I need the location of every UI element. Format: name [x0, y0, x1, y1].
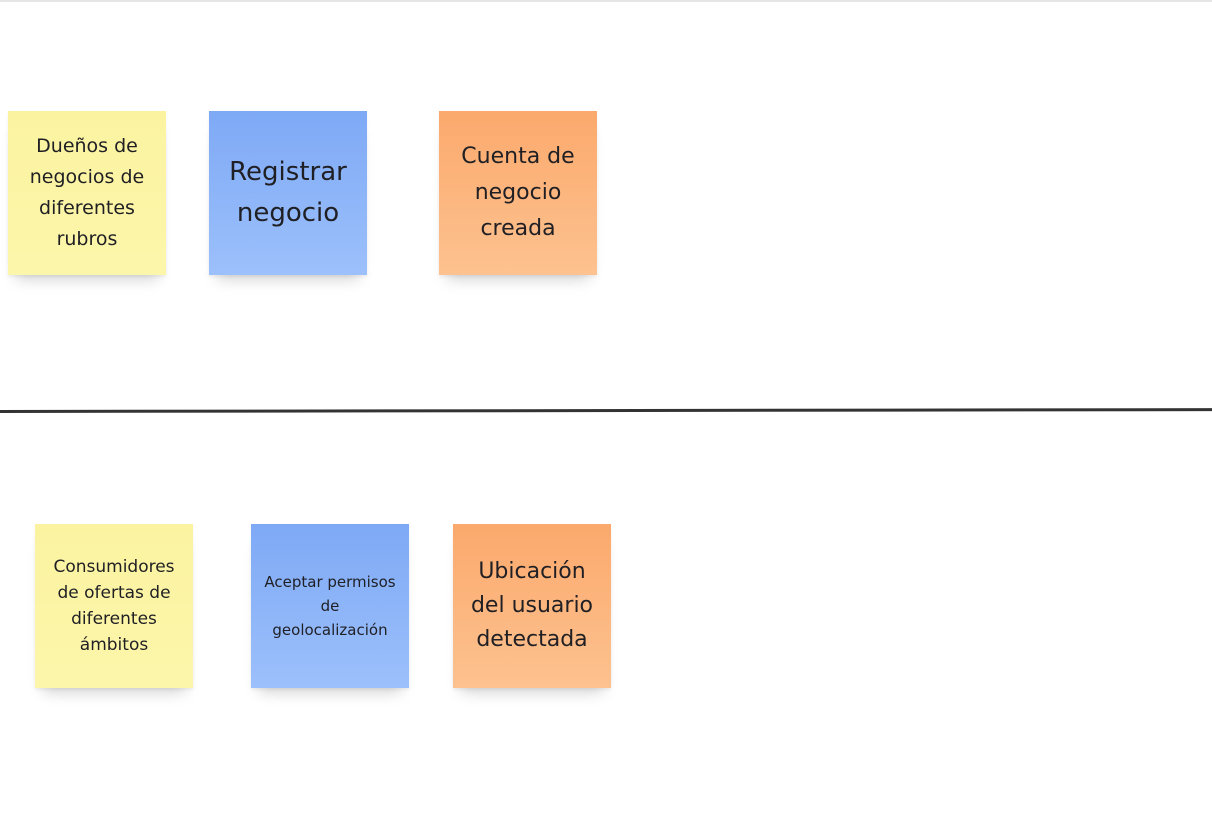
sticky-note-text: Dueños de negocios de diferentes rubros	[29, 135, 145, 250]
sticky-note-command-accept-geolocation[interactable]	[251, 524, 409, 688]
canvas-top-border	[0, 0, 1212, 2]
sticky-note-actor-offer-consumers[interactable]	[35, 524, 193, 688]
sticky-note-text: Aceptar permisos de geolocalización	[264, 573, 396, 639]
sticky-note-text: Registrar negocio	[229, 157, 347, 228]
sticky-note-event-user-location-detected[interactable]	[453, 524, 611, 688]
sticky-note-text: Consumidores de ofertas de diferentes ámbitos	[53, 557, 175, 655]
sticky-note-event-business-account-created[interactable]	[439, 111, 597, 275]
sticky-note-command-register-business[interactable]	[209, 111, 367, 275]
lane-divider-line[interactable]	[0, 408, 1212, 413]
sticky-note-text: Cuenta de negocio creada	[461, 144, 575, 241]
sticky-note-actor-business-owners[interactable]	[8, 111, 166, 275]
sticky-note-text: Ubicación del usuario detectada	[470, 559, 594, 652]
